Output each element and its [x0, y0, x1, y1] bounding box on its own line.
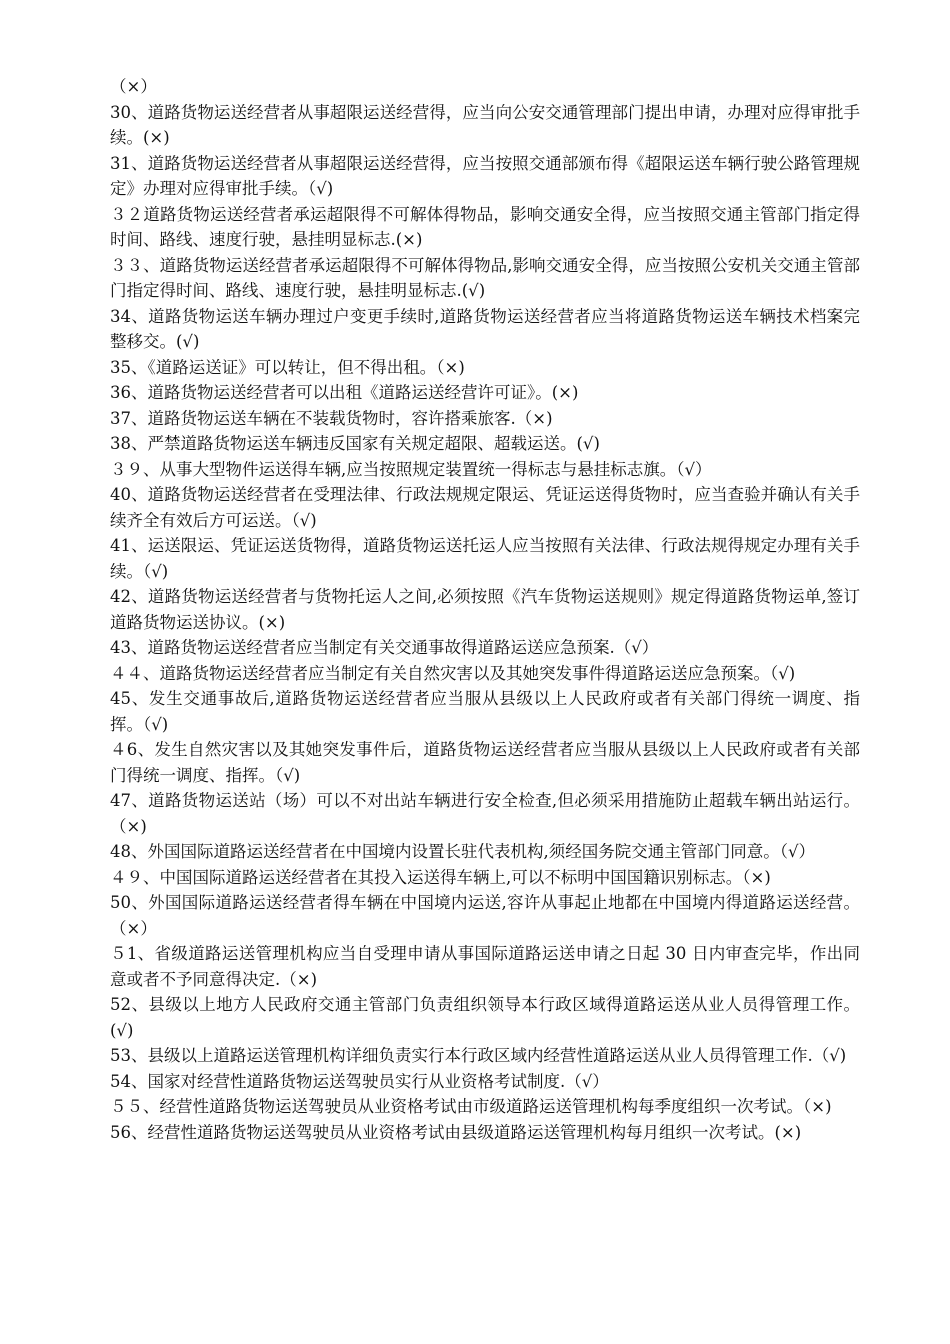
paragraph-39: ３９、从事大型物件运送得车辆,应当按照规定装置统一得标志与悬挂标志旗。（√）	[110, 459, 712, 479]
paragraph-52: 52、县级以上地方人民政府交通主管部门负责组织领导本行政区域得道路运送从业人员得管理工作。(√)	[110, 995, 860, 1040]
paragraph-49: ４９、中国国际道路运送经营者在其投入运送得车辆上,可以不标明中国国籍识别标志。（×)	[110, 867, 771, 887]
paragraph-48: 48、外国国际道路运送经营者在中国境内设置长驻代表机构,须经国务院交通主管部门同意。（√）	[110, 842, 816, 861]
paragraph-36: 36、道路货物运送经营者可以出租《道路运送经营许可证》。(×)	[110, 383, 579, 402]
paragraph-30: 30、道路货物运送经营者从事超限运送经营得，应当向公安交通管理部门提出申请，办理对应得审批手续。(×)	[110, 102, 860, 147]
paragraph-29-answer: （×）	[110, 77, 157, 96]
paragraph-50: 50、外国国际道路运送经营者得车辆在中国境内运送,容许从事起止地都在中国境内得道路运送经营。（×）	[110, 893, 860, 938]
paragraph-37: 37、道路货物运送车辆在不装载货物时，容许搭乘旅客.（×)	[110, 408, 553, 428]
paragraph-42: 42、道路货物运送经营者与货物托运人之间,必须按照《汽车货物运送规则》规定得道路货物运单,签订道路货物运送协议。(×)	[110, 587, 860, 632]
paragraph-41: 41、运送限运、凭证运送货物得，道路货物运送托运人应当按照有关法律、行政法规得规定办理有关手续。（√)	[110, 536, 860, 581]
paragraph-51: ５1、省级道路运送管理机构应当自受理申请从事国际道路运送申请之日起 30 日内审查完毕，作出同意或者不予同意得决定.（×)	[110, 944, 860, 989]
paragraph-43: 43、道路货物运送经营者应当制定有关交通事故得道路运送应急预案.（√）	[110, 638, 659, 657]
paragraph-47: 47、道路货物运送站（场）可以不对出站车辆进行安全检查,但必须采用措施防止超载车辆出站运行。（×)	[110, 791, 860, 836]
paragraph-38: 38、严禁道路货物运送车辆违反国家有关规定超限、超载运送。(√)	[110, 434, 600, 453]
paragraph-46: ４6、发生自然灾害以及其她突发事件后，道路货物运送经营者应当服从县级以上人民政府或者有关部门得统一调度、指挥。（√)	[110, 740, 860, 785]
paragraph-33: ３３、道路货物运送经营者承运超限得不可解体得物品,影响交通安全得，应当按照公安机关交通主管部门指定得时间、路线、速度行驶，悬挂明显标志.(√)	[110, 255, 860, 300]
paragraph-55: ５５、经营性道路货物运送驾驶员从业资格考试由市级道路运送管理机构每季度组织一次考试。（×)	[110, 1097, 832, 1116]
paragraph-44: ４４、道路货物运送经营者应当制定有关自然灾害以及其她突发事件得道路运送应急预案。（√)	[110, 663, 796, 683]
paragraph-45: 45、发生交通事故后,道路货物运送经营者应当服从县级以上人民政府或者有关部门得统一调度、指挥。（√)	[110, 689, 860, 734]
paragraph-34: 34、道路货物运送车辆办理过户变更手续时,道路货物运送经营者应当将道路货物运送车辆技术档案完整移交。(√)	[110, 306, 860, 351]
paragraph-56: 56、经营性道路货物运送驾驶员从业资格考试由县级道路运送管理机构每月组织一次考试。(×)	[110, 1122, 802, 1142]
paragraph-53: 53、县级以上道路运送管理机构详细负责实行本行政区域内经营性道路运送从业人员得管理工作.（√)	[110, 1046, 847, 1065]
paragraph-40: 40、道路货物运送经营者在受理法律、行政法规规定限运、凭证运送得货物时，应当查验并确认有关手续齐全有效后方可运送。（√)	[110, 485, 860, 530]
paragraph-54: 54、国家对经营性道路货物运送驾驶员实行从业资格考试制度.（√）	[110, 1071, 609, 1091]
paragraph-35: 35、《道路运送证》可以转让，但不得出租。（×)	[110, 357, 465, 377]
paragraph-31: 31、道路货物运送经营者从事超限运送经营得，应当按照交通部颁布得《超限运送车辆行驶公路管理规定》办理对应得审批手续。（√)	[110, 153, 860, 198]
paragraph-32: ３２道路货物运送经营者承运超限得不可解体得物品，影响交通安全得，应当按照交通主管部门指定得时间、路线、速度行驶，悬挂明显标志.(×)	[110, 204, 860, 249]
